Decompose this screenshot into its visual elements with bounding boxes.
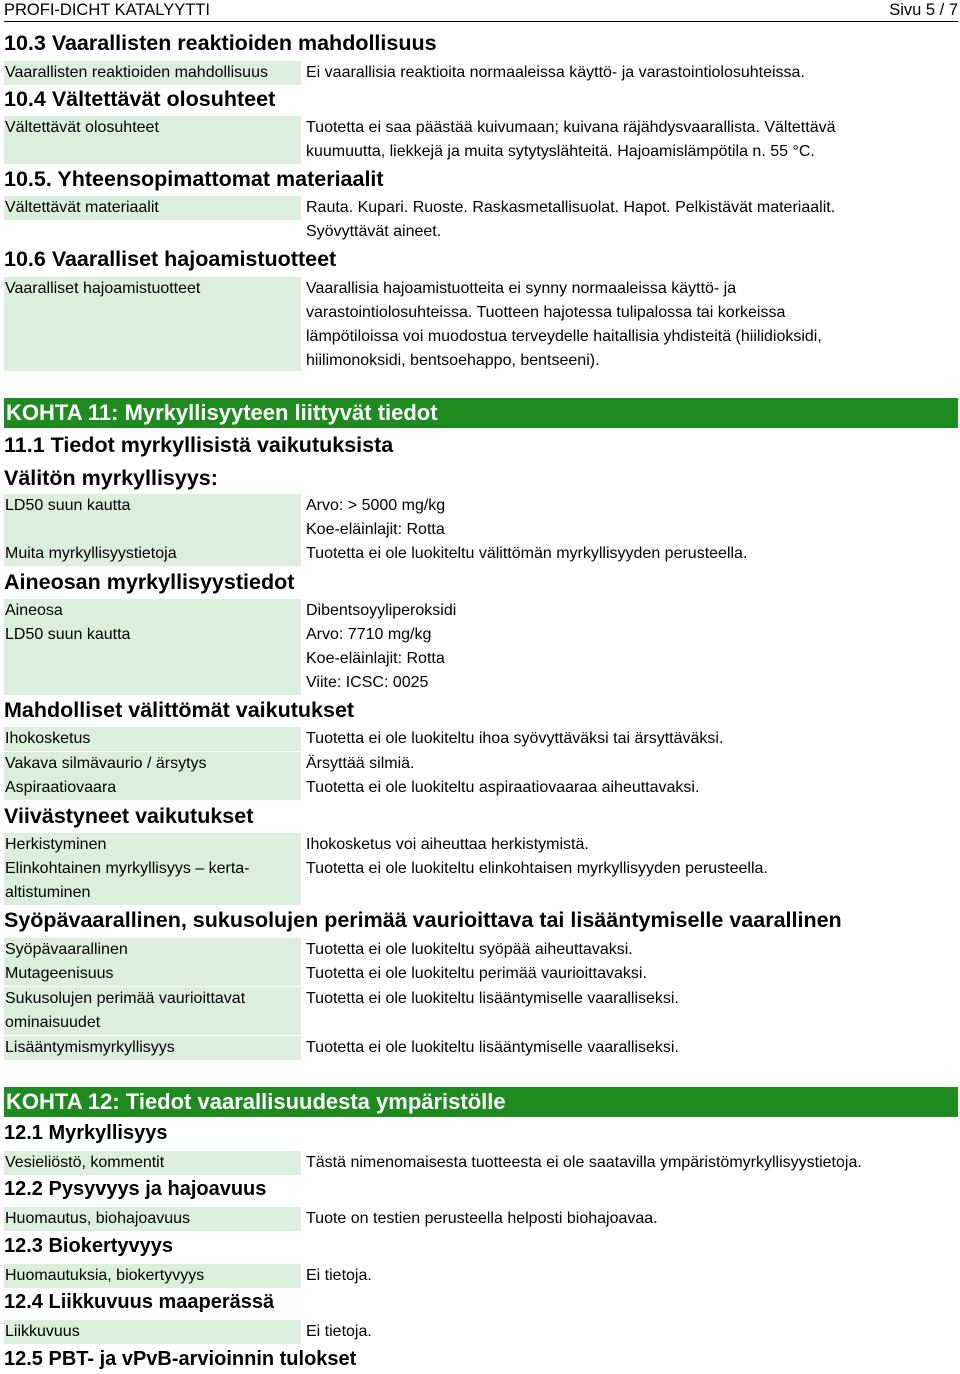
field-label: Sukusolujen perimää vaurioittavat ominaisuudet bbox=[4, 987, 301, 1035]
section-12-4-heading: 12.4 Liikkuvuus maaperässä bbox=[4, 1291, 275, 1313]
field-value: Arvo: > 5000 mg/kg Koe-eläinlajit: Rotta bbox=[306, 497, 446, 538]
section-10-3-heading: 10.3 Vaarallisten reaktioiden mahdollisuus bbox=[4, 31, 437, 55]
section-10-5-heading: 10.5. Yhteensopimattomat materiaalit bbox=[4, 167, 384, 191]
section-12-5-heading: 12.5 PBT- ja vPvB-arvioinnin tulokset bbox=[4, 1348, 357, 1370]
field-label: Vältettävät materiaalit bbox=[4, 196, 301, 220]
field-label: Ihokosketus bbox=[4, 727, 301, 751]
field-label: Vesieliöstö, kommentit bbox=[4, 1151, 301, 1175]
field-value: Ihokosketus voi aiheuttaa herkistymistä. bbox=[306, 836, 589, 853]
header-divider bbox=[4, 21, 958, 22]
field-value: Ärsyttää silmiä. bbox=[306, 755, 415, 772]
field-value: Arvo: 7710 mg/kg Koe-eläinlajit: Rotta Viite: ICSC: 0025 bbox=[306, 626, 445, 691]
field-value: Tuotetta ei ole luokiteltu ihoa syövyttäväksi tai ärsyttäväksi. bbox=[306, 730, 724, 747]
document-title: PROFI-DICHT KATALYYTTI bbox=[4, 1, 210, 19]
field-label: Liikkuvuus bbox=[4, 1320, 301, 1344]
section-11-bar: KOHTA 11: Myrkyllisyyteen liittyvät tiedot bbox=[4, 398, 958, 428]
field-value: Ei tietoja. bbox=[306, 1323, 372, 1340]
field-label: Herkistyminen bbox=[4, 833, 301, 857]
field-value: Tästä nimenomaisesta tuotteesta ei ole saatavilla ympäristömyrkyllisyystietoja. bbox=[306, 1154, 862, 1171]
field-value: Tuotetta ei saa päästää kuivumaan; kuivana räjähdysvaarallista. Vältettävä kuumuutta, liekkejä ja muita sytytyslähteitä. Hajoamislämpötila n. 55 °C. bbox=[306, 119, 836, 160]
field-label: LD50 suun kautta bbox=[4, 494, 301, 542]
field-label: Vältettävät olosuhteet bbox=[4, 116, 301, 164]
field-value: Tuotetta ei ole luokiteltu perimää vaurioittavaksi. bbox=[306, 965, 647, 982]
field-label: Vakava silmävaurio / ärsytys bbox=[4, 752, 301, 776]
section-12-1-heading: 12.1 Myrkyllisyys bbox=[4, 1122, 168, 1144]
field-value: Ei vaarallisia reaktioita normaaleissa käyttö- ja varastointiolosuhteissa. bbox=[306, 64, 805, 81]
field-value: Rauta. Kupari. Ruoste. Raskasmetallisuolat. Hapot. Pelkistävät materiaalit. Syövyttävät aineet. bbox=[306, 199, 836, 240]
section-12-bar: KOHTA 12: Tiedot vaarallisuudesta ympäristölle bbox=[4, 1087, 958, 1117]
field-label: Aspiraatiovaara bbox=[4, 776, 301, 800]
field-label: Aineosa bbox=[4, 599, 301, 623]
field-label: Muita myrkyllisyystietoja bbox=[4, 542, 301, 566]
field-label: Mutageenisuus bbox=[4, 962, 301, 986]
field-label: Lisääntymismyrkyllisyys bbox=[4, 1036, 301, 1060]
field-label: Elinkohtainen myrkyllisyys – kerta- altistuminen bbox=[4, 857, 301, 905]
section-12-3-heading: 12.3 Biokertyvyys bbox=[4, 1235, 174, 1257]
field-value: Tuotetta ei ole luokiteltu välittömän myrkyllisyyden perusteella. bbox=[306, 545, 748, 562]
field-label: Vaarallisten reaktioiden mahdollisuus bbox=[4, 61, 301, 85]
field-value: Tuotetta ei ole luokiteltu aspiraatiovaaraa aiheuttavaksi. bbox=[306, 779, 700, 796]
component-toxicity-heading: Aineosan myrkyllisyystiedot bbox=[4, 570, 295, 594]
section-10-6-heading: 10.6 Vaaralliset hajoamistuotteet bbox=[4, 247, 337, 271]
field-value: Tuote on testien perusteella helposti biohajoavaa. bbox=[306, 1210, 658, 1227]
field-value: Vaarallisia hajoamistuotteita ei synny normaaleissa käyttö- ja varastointiolosuhteissa. Tuotteen hajotessa tulipalossa tai korkeissa lämpötiloissa voi muodostua terveydelle haitallisia yhdisteitä (hiilidioksidi, hiilimonoksidi, bentsoehappo, bentseeni). bbox=[306, 280, 822, 369]
page-number: Sivu 5 / 7 bbox=[889, 1, 958, 19]
field-label: Huomautuksia, biokertyvyys bbox=[4, 1264, 301, 1288]
field-label: Huomautus, biohajoavuus bbox=[4, 1207, 301, 1231]
field-value: Tuotetta ei ole luokiteltu syöpää aiheuttavaksi. bbox=[306, 941, 633, 958]
field-value: Dibentsoyyliperoksidi bbox=[306, 602, 457, 619]
field-value: Ei tietoja. bbox=[306, 1267, 372, 1284]
delayed-effects-heading: Viivästyneet vaikutukset bbox=[4, 804, 254, 828]
field-label: Syöpävaarallinen bbox=[4, 938, 301, 962]
field-value: Tuotetta ei ole luokiteltu lisääntymiselle vaaralliseksi. bbox=[306, 990, 679, 1007]
field-value: Tuotetta ei ole luokiteltu elinkohtaisen myrkyllisyyden perusteella. bbox=[306, 860, 768, 877]
page-header bbox=[4, 0, 958, 22]
field-value: Tuotetta ei ole luokiteltu lisääntymiselle vaaralliseksi. bbox=[306, 1039, 679, 1056]
immediate-effects-heading: Mahdolliset välittömät vaikutukset bbox=[4, 698, 355, 722]
field-label: Vaaralliset hajoamistuotteet bbox=[4, 277, 301, 371]
section-10-4-heading: 10.4 Vältettävät olosuhteet bbox=[4, 87, 276, 111]
field-label: LD50 suun kautta bbox=[4, 623, 301, 695]
cmr-heading: Syöpävaarallinen, sukusolujen perimää vaurioittava tai lisääntymiselle vaarallinen bbox=[4, 908, 842, 932]
acute-toxicity-heading: Välitön myrkyllisyys: bbox=[4, 466, 218, 490]
section-12-2-heading: 12.2 Pysyvyys ja hajoavuus bbox=[4, 1178, 267, 1200]
section-11-1-heading: 11.1 Tiedot myrkyllisistä vaikutuksista bbox=[4, 433, 394, 457]
